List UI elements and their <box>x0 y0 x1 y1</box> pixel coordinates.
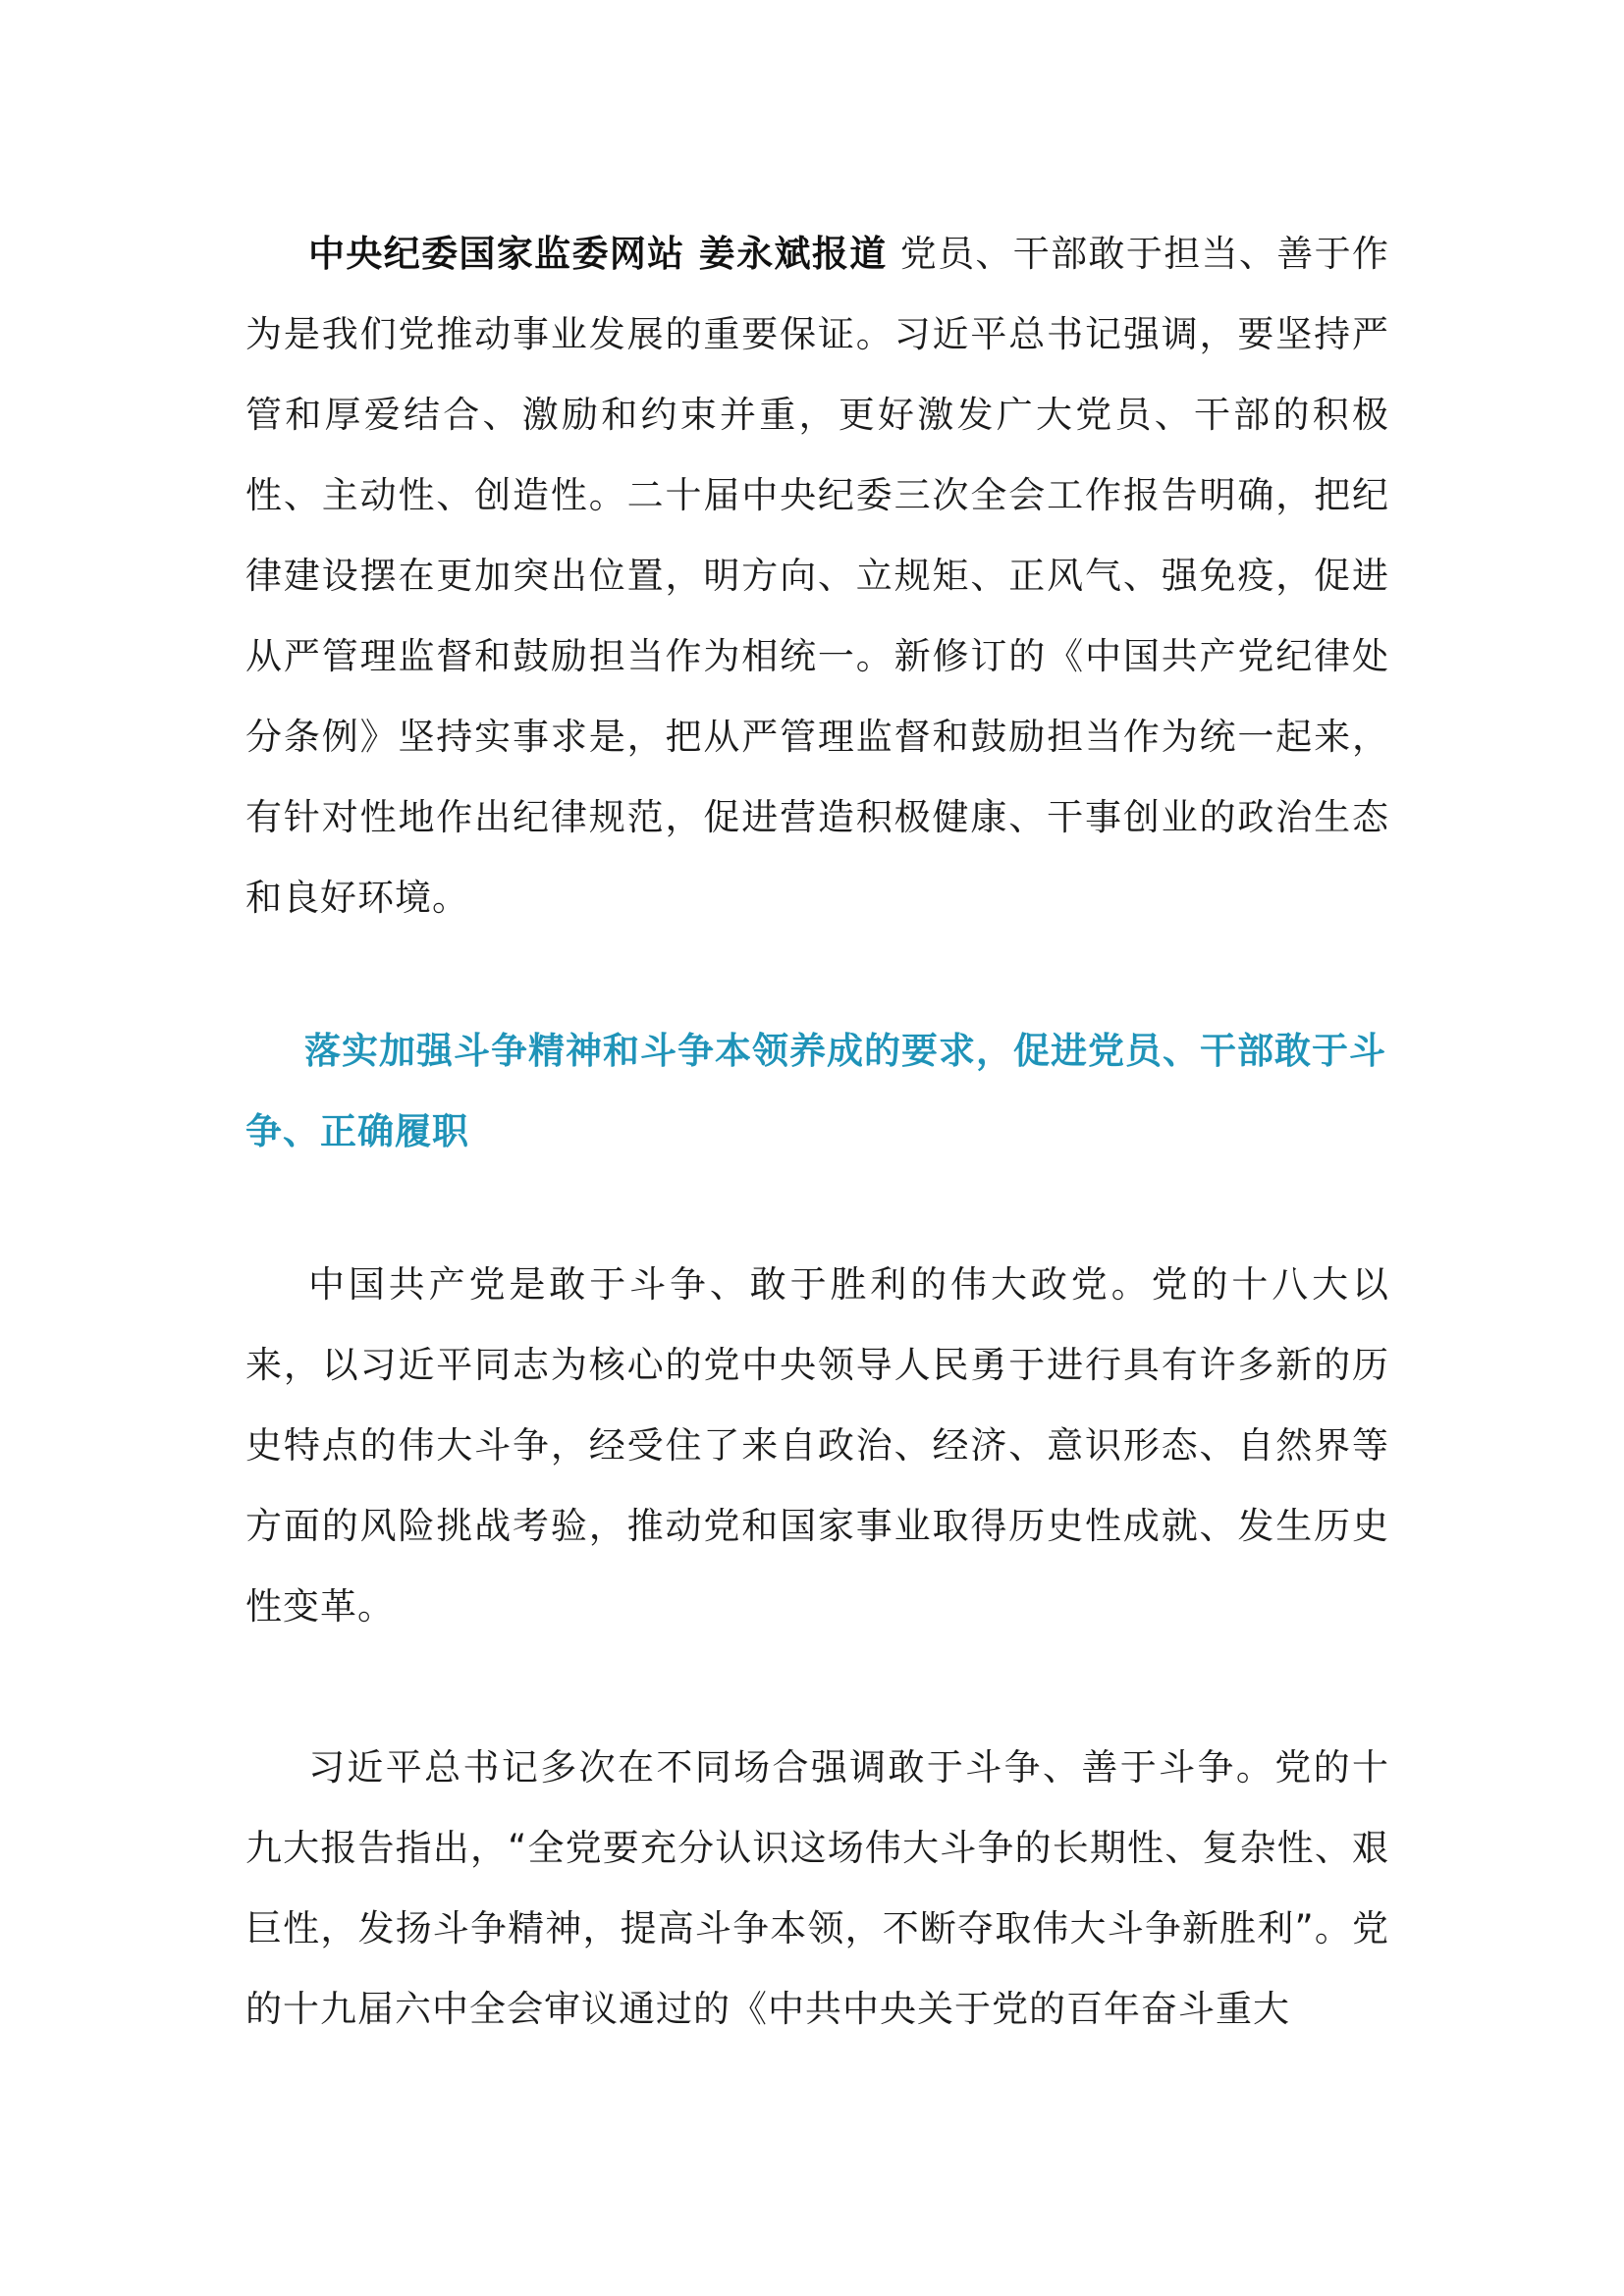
article-body <box>245 214 1389 2050</box>
intro-text: 党员、干部敢于担当、善于作为是我们党推动事业发展的重要保证。习近平总书记强调，要坚持严管和厚爱结合、激励和约束并重，更好激发广大党员、干部的积极性、主动性、创造性。二十届中央纪委三次全会工作报告明确，把纪律建设摆在更加突出位置，明方向、立规矩、正风气、强免疫，促进从严管理监督和鼓励担当作为相统一。新修订的《中国共产党纪律处分条例》坚持实事求是，把从严管理监督和鼓励担当作为统一起来，有针对性地作出纪律规范，促进营造积极健康、干事创业的政治生态和良好环境。 <box>245 233 1389 919</box>
body-paragraph: 中国共产党是敢于斗争、敢于胜利的伟大政党。党的十八大以来，以习近平同志为核心的党中央领导人民勇于进行具有许多新的历史特点的伟大斗争，经受住了来自政治、经济、意识形态、自然界等方面的风险挑战考验，推动党和国家事业取得历史性成就、发生历史性变革。 <box>245 1263 1389 1628</box>
intro-paragraph <box>245 214 1389 938</box>
byline: 中央纪委国家监委网站 姜永斌报道 <box>308 233 888 275</box>
section-heading: 落实加强斗争精神和斗争本领养成的要求，促进党员、干部敢于斗争、正确履职 <box>245 1030 1386 1152</box>
body-paragraph: 习近平总书记多次在不同场合强调敢于斗争、善于斗争。党的十九大报告指出，“全党要充分认识这场伟大斗争的长期性、复杂性、艰巨性，发扬斗争精神，提高斗争本领，不断夺取伟大斗争新胜利”。党的十九届六中全会审议通过的《中共中央关于党的百年奋斗重大 <box>245 1746 1389 2030</box>
